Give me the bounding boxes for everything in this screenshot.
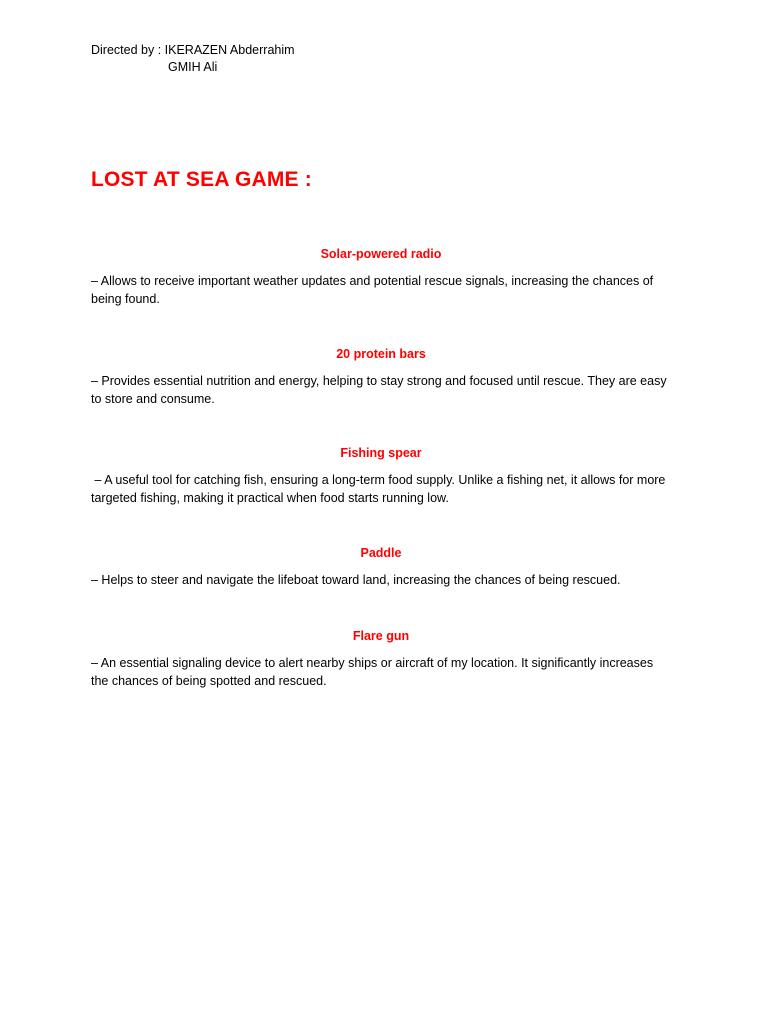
item-heading: Fishing spear <box>340 446 422 460</box>
author-block <box>91 42 295 76</box>
item-heading: 20 protein bars <box>336 347 426 361</box>
item-flare-gun <box>91 628 671 690</box>
item-description: – A useful tool for catching fish, ensuring a long-term food supply. Unlike a fishing net, it allows for more targeted fishing, making it practical when food starts running low. <box>91 473 669 505</box>
item-description: – Allows to receive important weather updates and potential rescue signals, increasing the chances of being found. <box>91 274 654 306</box>
item-protein-bars <box>91 346 671 408</box>
item-description: – An essential signaling device to alert nearby ships or aircraft of my location. It significantly increases the chances of being spotted and rescued. <box>91 656 654 688</box>
item-description: – Provides essential nutrition and energy, helping to stay strong and focused until rescue. They are easy to store and consume. <box>91 374 667 406</box>
second-author-name: GMIH Ali <box>168 60 218 74</box>
item-heading: Paddle <box>360 546 402 560</box>
item-paddle <box>91 545 671 590</box>
directed-by-line: Directed by : IKERAZEN Abderrahim <box>91 43 295 57</box>
document-title: LOST AT SEA GAME : <box>91 168 312 191</box>
item-heading: Flare gun <box>352 629 410 643</box>
item-description: – Helps to steer and navigate the lifeboat toward land, increasing the chances of being rescued. <box>91 573 621 587</box>
item-solar-powered-radio <box>91 246 671 308</box>
item-fishing-spear <box>91 445 671 507</box>
item-heading: Solar-powered radio <box>320 247 442 261</box>
